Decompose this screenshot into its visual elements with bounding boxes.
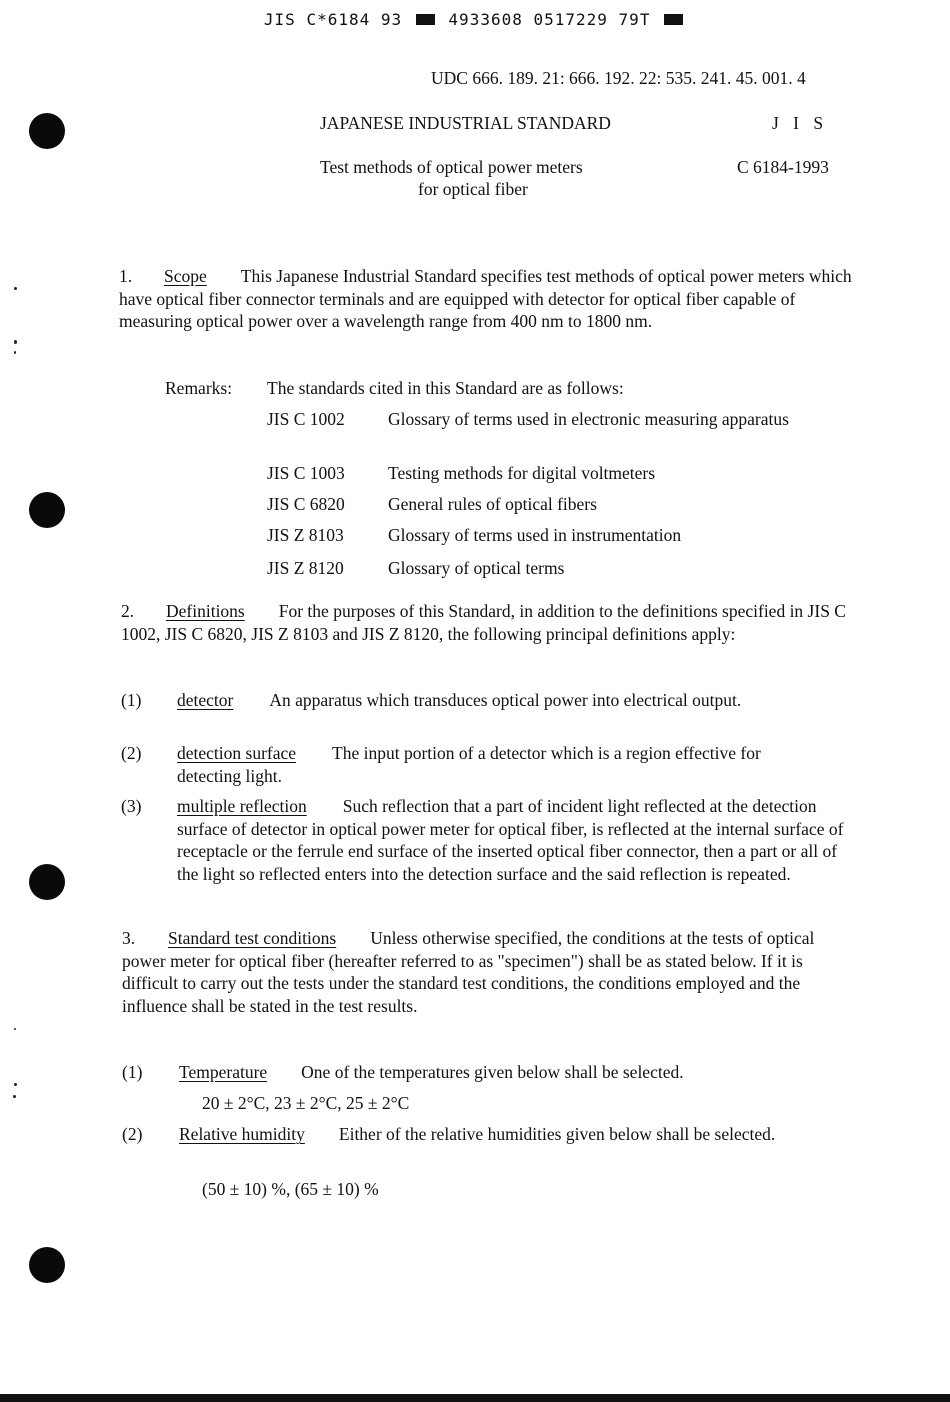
reference-title: General rules of optical fibers (388, 494, 597, 514)
definition-text: Such reflection that a part of incident light reflected at the detection surface of detector in optical power meter for optical fiber, is reflected at the internal surface of receptacle or the ferrule end surface of the inserted optical fiber connector, then a part or all of the light so reflected enters into the detection surface and the said reflection is repeated. (177, 796, 844, 884)
standard-name: JAPANESE INDUSTRIAL STANDARD (320, 113, 611, 133)
standard-number: C 6184-1993 (737, 157, 829, 177)
section-number: 2. (121, 601, 135, 621)
condition-term: Relative humidity (179, 1124, 305, 1144)
condition-text: Either of the relative humidities given below shall be selected. (338, 1124, 776, 1144)
section-text: Unless otherwise specified, the conditions at the tests of optical power meter for optical fiber (hereafter referred to as "specimen") shall be as stated below. If it is difficult to carry out the tests under the standard test conditions, the conditions employed and the influence shall be stated in the test results. (122, 928, 815, 1016)
condition-item (179, 1123, 859, 1146)
definition-item (177, 742, 817, 787)
reference-code: JIS Z 8103 (267, 525, 344, 545)
section-number: 3. (122, 928, 136, 948)
binder-hole (29, 113, 65, 149)
definition-term: multiple reflection (177, 796, 307, 816)
binder-hole (29, 492, 65, 528)
scan-speck (14, 1028, 16, 1030)
udc-number: UDC 666. 189. 21: 666. 192. 22: 535. 241. 45. 001. 4 (431, 68, 806, 88)
definition-item (177, 795, 857, 885)
definition-number: (1) (121, 690, 142, 710)
scan-speck (14, 1083, 17, 1086)
scope-section (119, 265, 854, 333)
definition-term: detection surface (177, 743, 297, 763)
condition-number: (2) (122, 1124, 143, 1144)
document-title-line1: Test methods of optical power meters (320, 157, 583, 177)
jis-mark: J I S (772, 113, 829, 133)
definition-number: (2) (121, 743, 142, 763)
scan-speck (14, 351, 16, 354)
condition-text: One of the temperatures given below shall be selected. (301, 1062, 684, 1082)
definition-text: An apparatus which transduces optical power into electrical output. (269, 690, 742, 710)
bar-mark (416, 14, 435, 25)
reference-code: JIS C 1002 (267, 409, 345, 429)
definition-term: detector (177, 690, 234, 710)
bottom-scan-edge (0, 1394, 950, 1402)
document-title-line2: for optical fiber (418, 179, 528, 199)
section-heading: Standard test conditions (168, 928, 337, 948)
reference-title: Glossary of optical terms (388, 558, 565, 578)
binder-hole (29, 1247, 65, 1283)
reference-title: Glossary of terms used in electronic measuring apparatus (388, 409, 789, 429)
humidity-values: (50 ± 10) %, (65 ± 10) % (202, 1179, 379, 1199)
remarks-label: Remarks: (165, 378, 233, 398)
catalog-code-part2: 4933608 0517229 79T (448, 10, 651, 29)
condition-number: (1) (122, 1062, 143, 1082)
section-heading: Scope (164, 266, 207, 286)
bar-mark (664, 14, 683, 25)
definition-text: The input portion of a detector which is a region effective for detecting light. (177, 743, 761, 786)
scan-speck (14, 340, 17, 344)
catalog-code (0, 9, 950, 32)
section-text: This Japanese Industrial Standard specifies test methods of optical power meters which have optical fiber connector terminals and are equipped with detector for optical fiber capable of measuring optical power over a wavelength range from 400 nm to 1800 nm. (119, 266, 852, 331)
conditions-section (122, 927, 857, 1017)
binder-hole (29, 864, 65, 900)
section-text: For the purposes of this Standard, in addition to the definitions specified in JIS C 1002, JIS C 6820, JIS Z 8103 and JIS Z 8120, the following principal definitions apply: (121, 601, 846, 644)
reference-code: JIS C 1003 (267, 463, 345, 483)
scan-speck (13, 1095, 16, 1098)
definitions-section (121, 600, 846, 645)
definition-number: (3) (121, 796, 142, 816)
definition-item (177, 689, 847, 712)
remarks-intro: The standards cited in this Standard are as follows: (267, 378, 624, 398)
temperature-values: 20 ± 2°C, 23 ± 2°C, 25 ± 2°C (202, 1093, 410, 1113)
section-number: 1. (119, 266, 133, 286)
section-heading: Definitions (166, 601, 245, 621)
scan-speck (14, 287, 17, 290)
reference-code: JIS Z 8120 (267, 558, 344, 578)
catalog-code-part1: JIS C*6184 93 (263, 10, 403, 29)
condition-term: Temperature (179, 1062, 268, 1082)
condition-item (179, 1061, 859, 1084)
reference-code: JIS C 6820 (267, 494, 345, 514)
reference-title: Testing methods for digital voltmeters (388, 463, 656, 483)
reference-title: Glossary of terms used in instrumentation (388, 525, 682, 545)
